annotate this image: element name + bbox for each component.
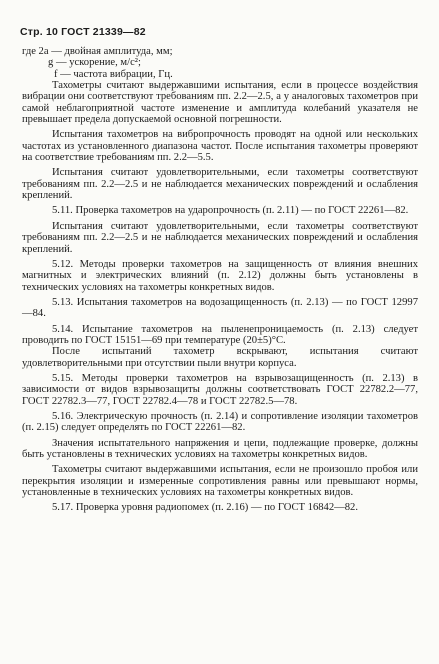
paragraph-vibration-result: Испытания считают удовлетворительными, если тахометры соответствуют требованиям пп. 2.2—2.5 и не наблюдается механических повреждений и ослабления креплений. [22,167,418,202]
formula-legend-g: g — ускорение, м/с²; [48,57,141,69]
clause-5-15: 5.15. Методы проверки тахометров на взрывозащищенность (п. 2.13) в зависимости от видов взрывозащиты должны соответствовать ГОСТ 22782.2—77, ГОСТ 22782.3—77, ГОСТ 22782.4—78 и ГОСТ 22782.5—78. [22,372,418,407]
page-header: Стр. 10 ГОСТ 21339—82 [20,26,146,38]
clause-5-13: 5.13. Испытания тахометров на водозащищенность (п. 2.13) — по ГОСТ 12997—84. [22,296,418,320]
paragraph-vibration-strength: Испытания тахометров на вибропрочность проводят на одной или нескольких частотах из установленного диапазона частот. После испытания тахометры проверяют на соответствие требованиям пп. 2.2—5.5. [22,129,418,164]
paragraph-shock-result: Испытания считают удовлетворительными, если тахометры соответствуют требованиям пп. 2.2—2.5 и не наблюдается механических повреждений и ослабления креплений. [22,220,418,255]
paragraph-test-voltage: Значения испытательного напряжения и цепи, подлежащие проверке, должны быть установлены в технических условиях на тахометры конкретных видов. [22,437,418,460]
clause-5-12: 5.12. Методы проверки тахометров на защищенность от влияния внешних магнитных и электрических влияний (п. 2.12) должны быть установлены в технических условиях на тахометры конкретных видов. [22,258,418,293]
paragraph-vibration-criteria: Тахометры считают выдержавшими испытания, если в процессе воздействия вибрации они соответствуют требованиям пп. 2.2—2.5, а у аналоговых тахометров при самой неблагоприятной частоте изменение и амплитуда колебаний указателя не превышает предела допускаемой основной погрешности. [22,80,418,126]
clause-5-17: 5.17. Проверка уровня радиопомех (п. 2.16) — по ГОСТ 16842—82. [52,502,358,514]
formula-legend-2a: где 2a — двойная амплитуда, мм; [22,46,173,57]
clause-5-14: 5.14. Испытание тахометров на пыленепроницаемость (п. 2.13) следует проводить по ГОСТ 15151—69 при температуре (20±5)°С. [22,323,418,346]
paragraph-dust-result: После испытаний тахометр вскрывают, испытания считают удовлетворительными при отсутствии пыли внутри корпуса. [22,346,418,369]
document-body [22,46,418,514]
formula-legend-f: f — частота вибрации, Гц. [54,68,173,80]
clause-5-16: 5.16. Электрическую прочность (п. 2.14) и сопротивление изоляции тахометров (п. 2.15) следует определять по ГОСТ 22261—82. [22,410,418,434]
paragraph-insulation-result: Тахометры считают выдержавшими испытания, если не произошло пробоя или перекрытия изоляции и измеренные сопротивления равны или превышают нормы, установленные в технических условиях на тахометры конкретных видов. [22,464,418,499]
clause-5-11: 5.11. Проверка тахометров на ударопрочность (п. 2.11) — по ГОСТ 22261—82. [52,205,409,217]
